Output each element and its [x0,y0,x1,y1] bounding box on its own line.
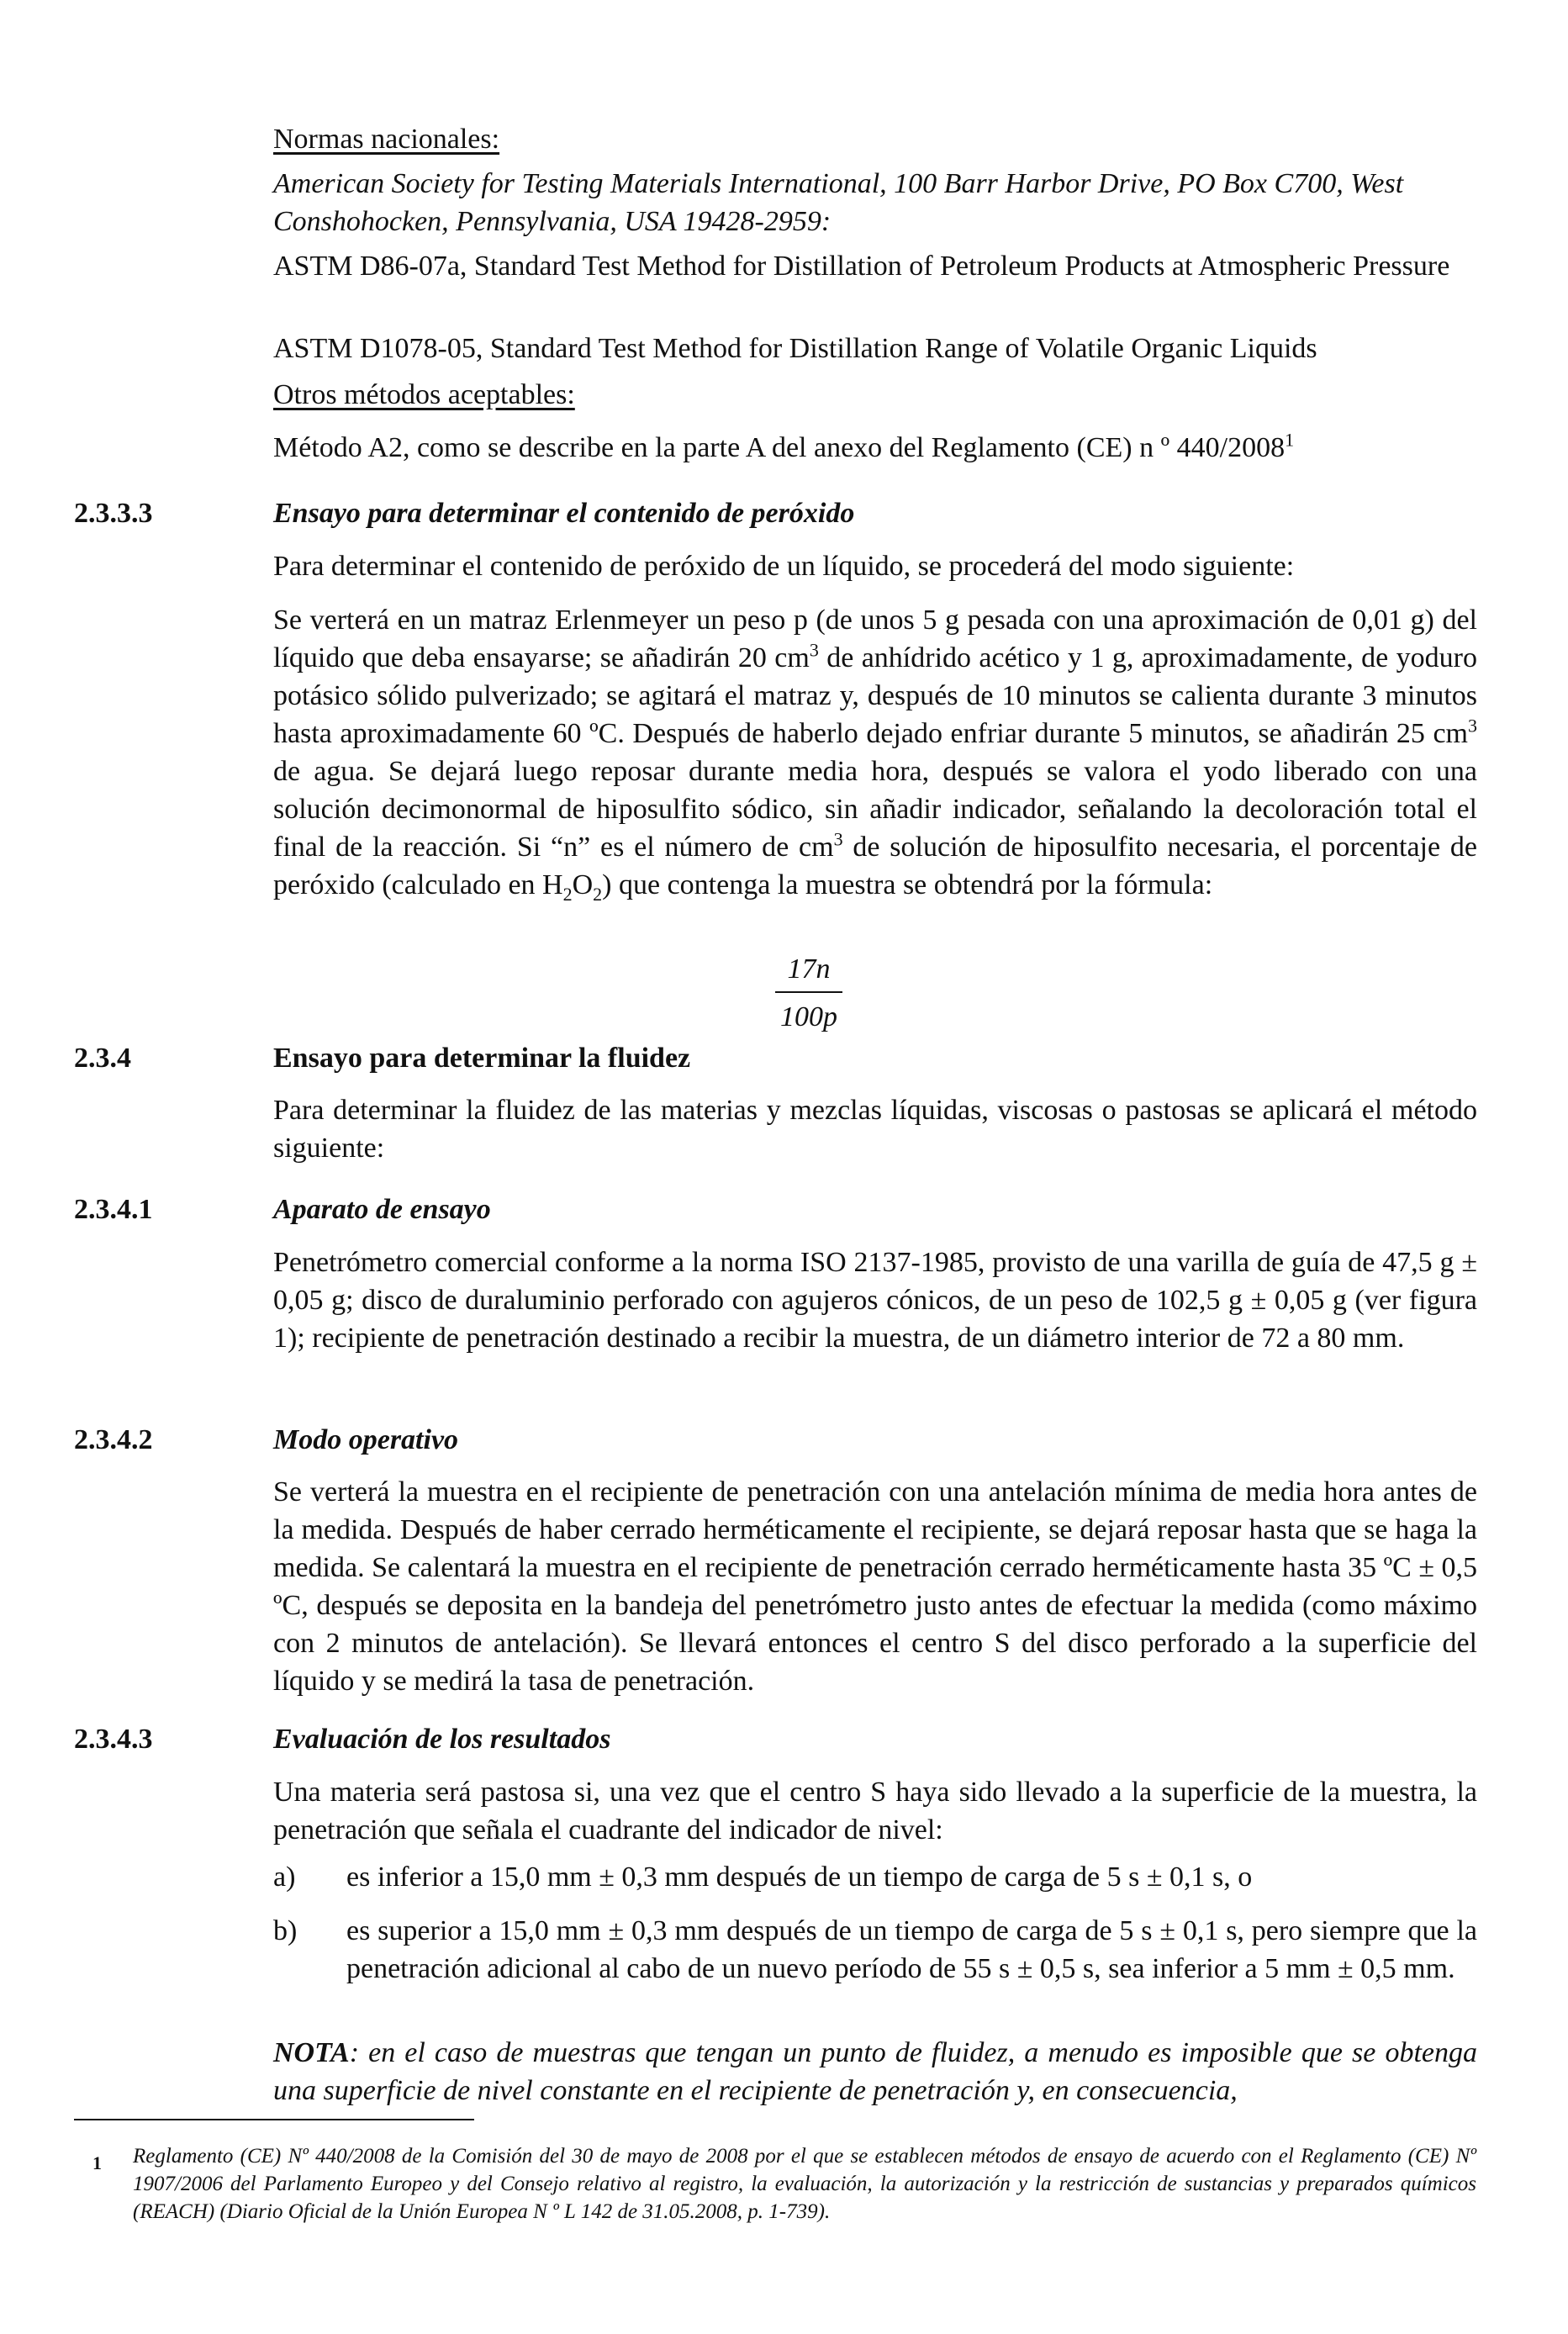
astm-d1078-reference: ASTM D1078-05, Standard Test Method for Distillation Range of Volatile Organic Liquids [273,333,1317,364]
sub-o2: 2 [593,883,603,905]
astm-publisher-address: American Society for Testing Materials International, 100 Barr Harbor Drive, PO Box C700, West Conshohocken, Pennsylvania, USA 19428-2959: [273,168,1404,237]
sup-cm3-3: 3 [833,828,843,850]
peroxide-text-2: de anhídrido acético y 1 g, aproximadamente, de yoduro potásico sólido pulverizado; se agitará el matraz y, después de 10 minutos se calienta durante 3 minutos hasta aproximadamente 60 ºC. Después de haberlo dejado enfriar durante 5 minutos, se añadirán 25 cm [273,642,1477,749]
footnote-ref-1: 1 [1285,429,1295,451]
section-title-2-3-4-3: Evaluación de los resultados [273,1724,611,1755]
peroxide-intro: Para determinar el contenido de peróxido de un líquido, se procederá del modo siguiente: [273,551,1295,582]
other-methods-heading: Otros métodos aceptables: [273,379,575,410]
list-item-letter-b: b) [273,1915,298,1946]
section-number-2-3-4-1: 2.3.4.1 [74,1194,153,1225]
method-a2-reference [273,429,1477,467]
list-item-letter-a: a) [273,1861,296,1893]
section-title-2-3-4-2: Modo operativo [273,1424,459,1455]
fluidity-intro: Para determinar la fluidez de las materias y mezclas líquidas, viscosas o pastosas se aplicará el método siguiente: [273,1095,1477,1164]
peroxide-text-5: O [572,869,594,900]
footnote-text: Reglamento (CE) Nº 440/2008 de la Comisión del 30 de mayo de 2008 por el que se establecen métodos de ensayo de acuerdo con el Reglamento (CE) Nº 1907/2006 del Parlamento Europeo y del Consejo relativo al registro, la evaluación, la autorización y la restricción de sustancias y preparados químicos (REACH) (Diario Oficial de la Unión Europea N º L 142 de 31.05.2008, p. 1-739). [133,2145,1476,2223]
formula-denominator: 100p [780,1001,837,1032]
footnote-separator [74,2119,474,2120]
astm-d86-reference: ASTM D86-07a, Standard Test Method for Distillation of Petroleum Products at Atmospheric Pressure [273,251,1450,282]
note-paragraph [273,2034,1477,2110]
section-title-2-3-4: Ensayo para determinar la fluidez [273,1043,691,1074]
note-text: : en el caso de muestras que tengan un punto de fluidez, a menudo es imposible que se obtenga una superficie de nivel constante en el recipiente de penetración y, en consecuencia, [273,2037,1477,2106]
section-number-2-3-4-2: 2.3.4.2 [74,1424,153,1455]
formula-numerator: 17n [787,953,831,985]
list-item-b: es superior a 15,0 mm ± 0,3 mm después de un tiempo de carga de 5 s ± 0,1 s, pero siempre que la penetración adicional al cabo de un nuevo período de 55 s ± 0,5 s, sea inferior a 5 mm ± 0,5 mm. [346,1915,1477,1984]
apparatus-description: Penetrómetro comercial conforme a la norma ISO 2137-1985, provisto de una varilla de guía de 47,5 g ± 0,05 g; disco de duraluminio perforado con agujeros cónicos, de un peso de 102,5 g ± 0,05 g (ver figura 1); recipiente de penetración destinado a recibir la muestra, de un diámetro interior de 72 a 80 mm. [273,1247,1477,1354]
note-label: NOTA [273,2037,350,2068]
method-a2-text: Método A2, como se describe en la parte A del anexo del Reglamento (CE) n º 440/2008 [273,432,1286,463]
section-title-2-3-3-3: Ensayo para determinar el contenido de peróxido [273,498,855,529]
peroxide-procedure [273,601,1477,904]
peroxide-text-6: ) que contenga la muestra se obtendrá por la fórmula: [602,869,1213,900]
national-standards-heading: Normas nacionales: [273,124,500,155]
results-intro: Una materia será pastosa si, una vez que el centro S haya sido llevado a la superficie de la muestra, la penetración que señala el cuadrante del indicador de nivel: [273,1777,1477,1846]
footnote-mark: 1 [92,2152,102,2173]
section-number-2-3-4: 2.3.4 [74,1043,131,1074]
formula-fraction-bar [775,991,842,993]
operating-procedure: Se verterá la muestra en el recipiente de penetración con una antelación mínima de media hora antes de la medida. Después de haber cerrado herméticamente el recipiente, se dejará reposar hasta que se haga la medida. Se calentará la muestra en el recipiente de penetración cerrado herméticamente hasta 35 ºC ± 0,5 ºC, después se deposita en la bandeja del penetrómetro justo antes de efectuar la medida (como máximo con 2 minutos de antelación). Se llevará entonces el centro S del disco perforado a la superficie del líquido y se medirá la tasa de penetración. [273,1476,1477,1697]
sup-cm3-1: 3 [809,639,819,661]
peroxide-text-3: de agua. Se dejará luego reposar durante media hora, después se valora el yodo liberado con una solución decimonormal de hiposulfito sódico, sin añadir indicador, señalando la decoloración total el final de la reacción. Si “n” es el número de cm [273,756,1477,863]
section-title-2-3-4-1: Aparato de ensayo [273,1194,491,1225]
sup-cm3-2: 3 [1468,715,1477,737]
list-item-a: es inferior a 15,0 mm ± 0,3 mm después de un tiempo de carga de 5 s ± 0,1 s, o [346,1861,1253,1893]
section-number-2-3-3-3: 2.3.3.3 [74,498,153,529]
peroxide-text-1: Se verterá en un matraz Erlenmeyer un peso p (de unos 5 g pesada con una aproximación de 0,01 g) del líquido que deba ensayarse; se añadirán 20 cm [273,605,1477,673]
peroxide-text-4: de solución de hiposulfito necesaria, el porcentaje de peróxido (calculado en H [273,832,1477,900]
section-number-2-3-4-3: 2.3.4.3 [74,1724,153,1755]
sub-h2: 2 [562,883,573,905]
peroxide-formula [775,950,842,1036]
